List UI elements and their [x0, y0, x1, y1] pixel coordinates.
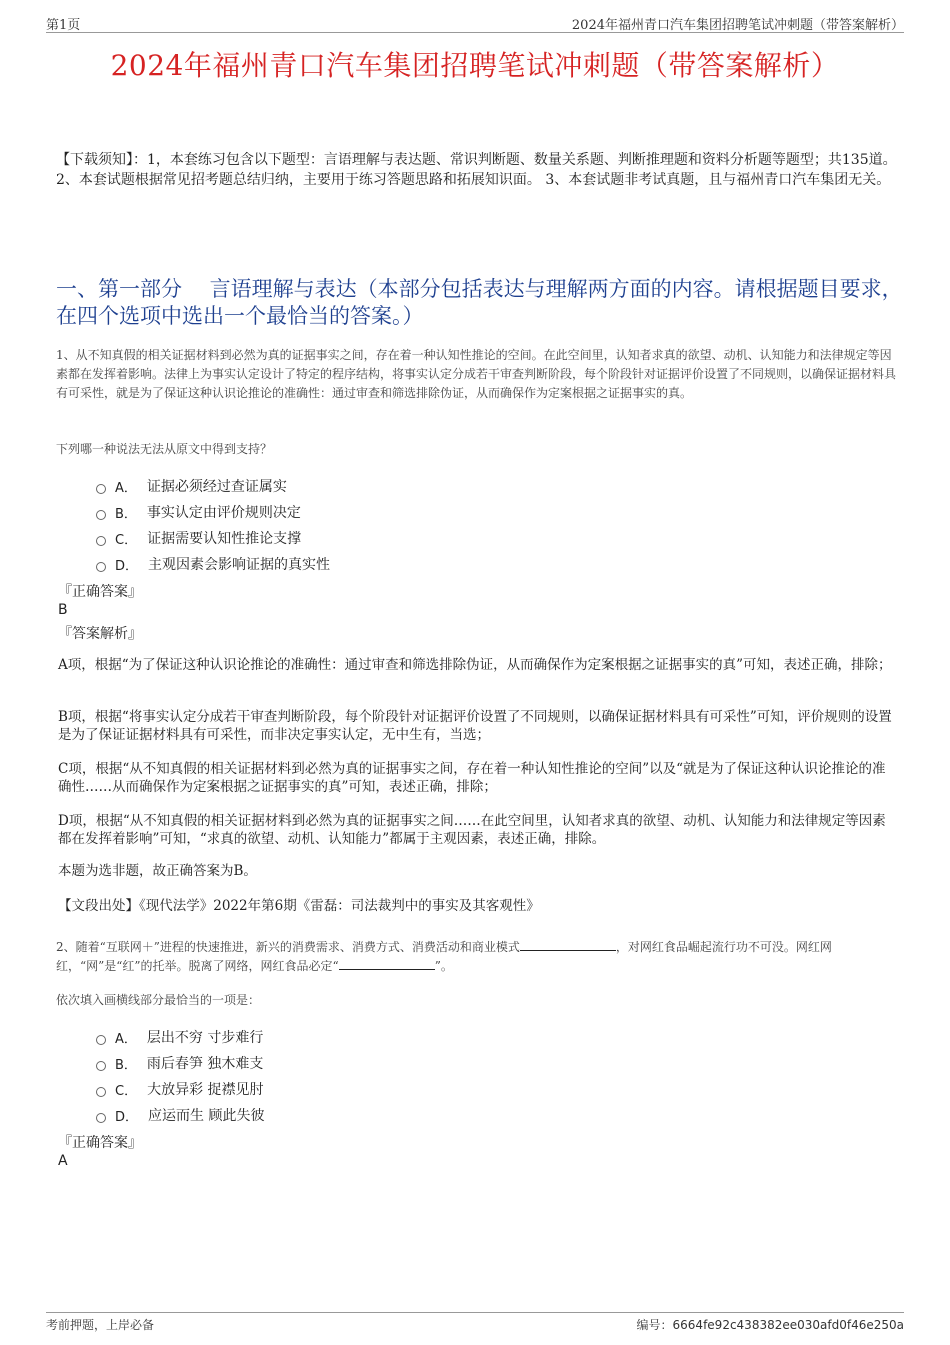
question-1-answer-label: 『正确答案』 [58, 584, 142, 600]
question-1-analysis-c: C项，根据“从不知真假的相关证据材料到必然为真的证据事实之间，存在着一种认知性推论的空间”以及“就是为了保证这种认识论推论的准确性……从而确保作为定案根据之证据事实的真”可知，表述正确，排除； [58, 761, 886, 795]
question-2-answer: A [58, 1153, 68, 1169]
question-2-option-a[interactable]: A． 层出不穷 寸步难行 [96, 1027, 263, 1047]
fill-blank-2 [339, 958, 435, 970]
footer-slogan: 考前押题，上岸必备 [46, 1318, 155, 1332]
question-1-analysis-d: D项，根据“从不知真假的相关证据材料到必然为真的证据事实之间……在此空间里，认知者求真的欲望、动机、认知能力和法律规定等因素都在发挥着影响”可知，“求真的欲望、动机、认知能力”都属于主观因素，表述正确，排除。 [58, 813, 886, 847]
question-1-conclusion: 本题为选非题，故正确答案为B。 [58, 863, 257, 879]
question-1-stem: 1、从不知真假的相关证据材料到必然为真的证据事实之间，存在着一种认知性推论的空间。在此空间里，认知者求真的欲望、动机、认知能力和法律规定等因素都在发挥着影响。法律上为事实认定设计了特定的程序结构，将事实认定分成若干审查判断阶段，每个阶段针对证据评价设置了不同规则，以确保证据材料具有可采性，就是为了保证这种认识论推论的准确性：通过审查和筛选排除伪证，从而确保作为定案根据之证据事实的真。 [56, 348, 897, 400]
radio-icon[interactable] [96, 510, 106, 520]
question-2-option-c[interactable]: C． 大放异彩 捉襟见肘 [96, 1079, 264, 1099]
question-1-analysis-b: B项，根据“将事实认定分成若干审查判断阶段，每个阶段针对证据评价设置了不同规则，以确保证据材料具有可采性”可知，评价规则的设置是为了保证证据材料具有可采性，而非决定事实认定，无中生有，当选； [58, 709, 892, 743]
footer-doc-code: 编号：6664fe92c438382ee030afd0f46e250a [636, 1318, 904, 1332]
section-heading: 一、第一部分 言语理解与表达（本部分包括表达与理解两方面的内容。请根据题目要求，在四个选项中选出一个最恰当的答案。） [56, 277, 903, 328]
radio-icon[interactable] [96, 1113, 106, 1123]
page-number: 第1页 [46, 18, 81, 33]
question-1-analysis-a: A项，根据“为了保证这种认识论推论的准确性：通过审查和筛选排除伪证，从而确保作为定案根据之证据事实的真”可知，表述正确，排除； [58, 657, 892, 673]
question-1-source: 【文段出处】《现代法学》2022年第6期《雷磊：司法裁判中的事实及其客观性》 [58, 898, 540, 914]
header-doc-title: 2024年福州青口汽车集团招聘笔试冲刺题（带答案解析） [571, 18, 904, 33]
fill-blank-1 [520, 939, 616, 951]
header-divider [46, 32, 904, 33]
page-title: 2024年福州青口汽车集团招聘笔试冲刺题（带答案解析） [110, 49, 840, 82]
question-2-stem: 2、随着“互联网＋”进程的快速推进，新兴的消费需求、消费方式、消费活动和商业模式 ，对网红食品崛起流行功不可没。网红网红，“网”是“红”的托举。脱离了网络，网红食品必定“ ”。 [56, 940, 832, 973]
question-1-option-a[interactable]: A． 证据必须经过查证属实 [96, 476, 287, 496]
radio-icon[interactable] [96, 536, 106, 546]
footer-divider [46, 1312, 904, 1313]
radio-icon[interactable] [96, 1035, 106, 1045]
question-1-answer: B [58, 602, 68, 618]
question-1-option-c[interactable]: C． 证据需要认知性推论支撑 [96, 528, 301, 548]
radio-icon[interactable] [96, 484, 106, 494]
question-1-option-b[interactable]: B． 事实认定由评价规则决定 [96, 502, 301, 522]
download-notice: 【下载须知】：1，本套练习包含以下题型：言语理解与表达题、常识判断题、数量关系题、判断推理题和资料分析题等题型；共135道。 2、本套试题根据常见招考题总结归纳，主要用于练习答题思路和拓展知识面。 3、本套试题非考试真题，且与福州青口汽车集团无关。 [56, 152, 897, 188]
question-2-option-d[interactable]: D． 应运而生 顾此失彼 [96, 1105, 264, 1125]
question-1-prompt: 下列哪一种说法无法从原文中得到支持？ [56, 442, 273, 456]
question-1-option-d[interactable]: D． 主观因素会影响证据的真实性 [96, 554, 330, 574]
radio-icon[interactable] [96, 562, 106, 572]
question-2-answer-label: 『正确答案』 [58, 1135, 142, 1151]
question-1-analysis-label: 『答案解析』 [58, 626, 142, 642]
question-2-option-b[interactable]: B． 雨后春笋 独木难支 [96, 1053, 263, 1073]
radio-icon[interactable] [96, 1087, 106, 1097]
question-2-prompt: 依次填入画横线部分最恰当的一项是： [56, 993, 261, 1007]
radio-icon[interactable] [96, 1061, 106, 1071]
